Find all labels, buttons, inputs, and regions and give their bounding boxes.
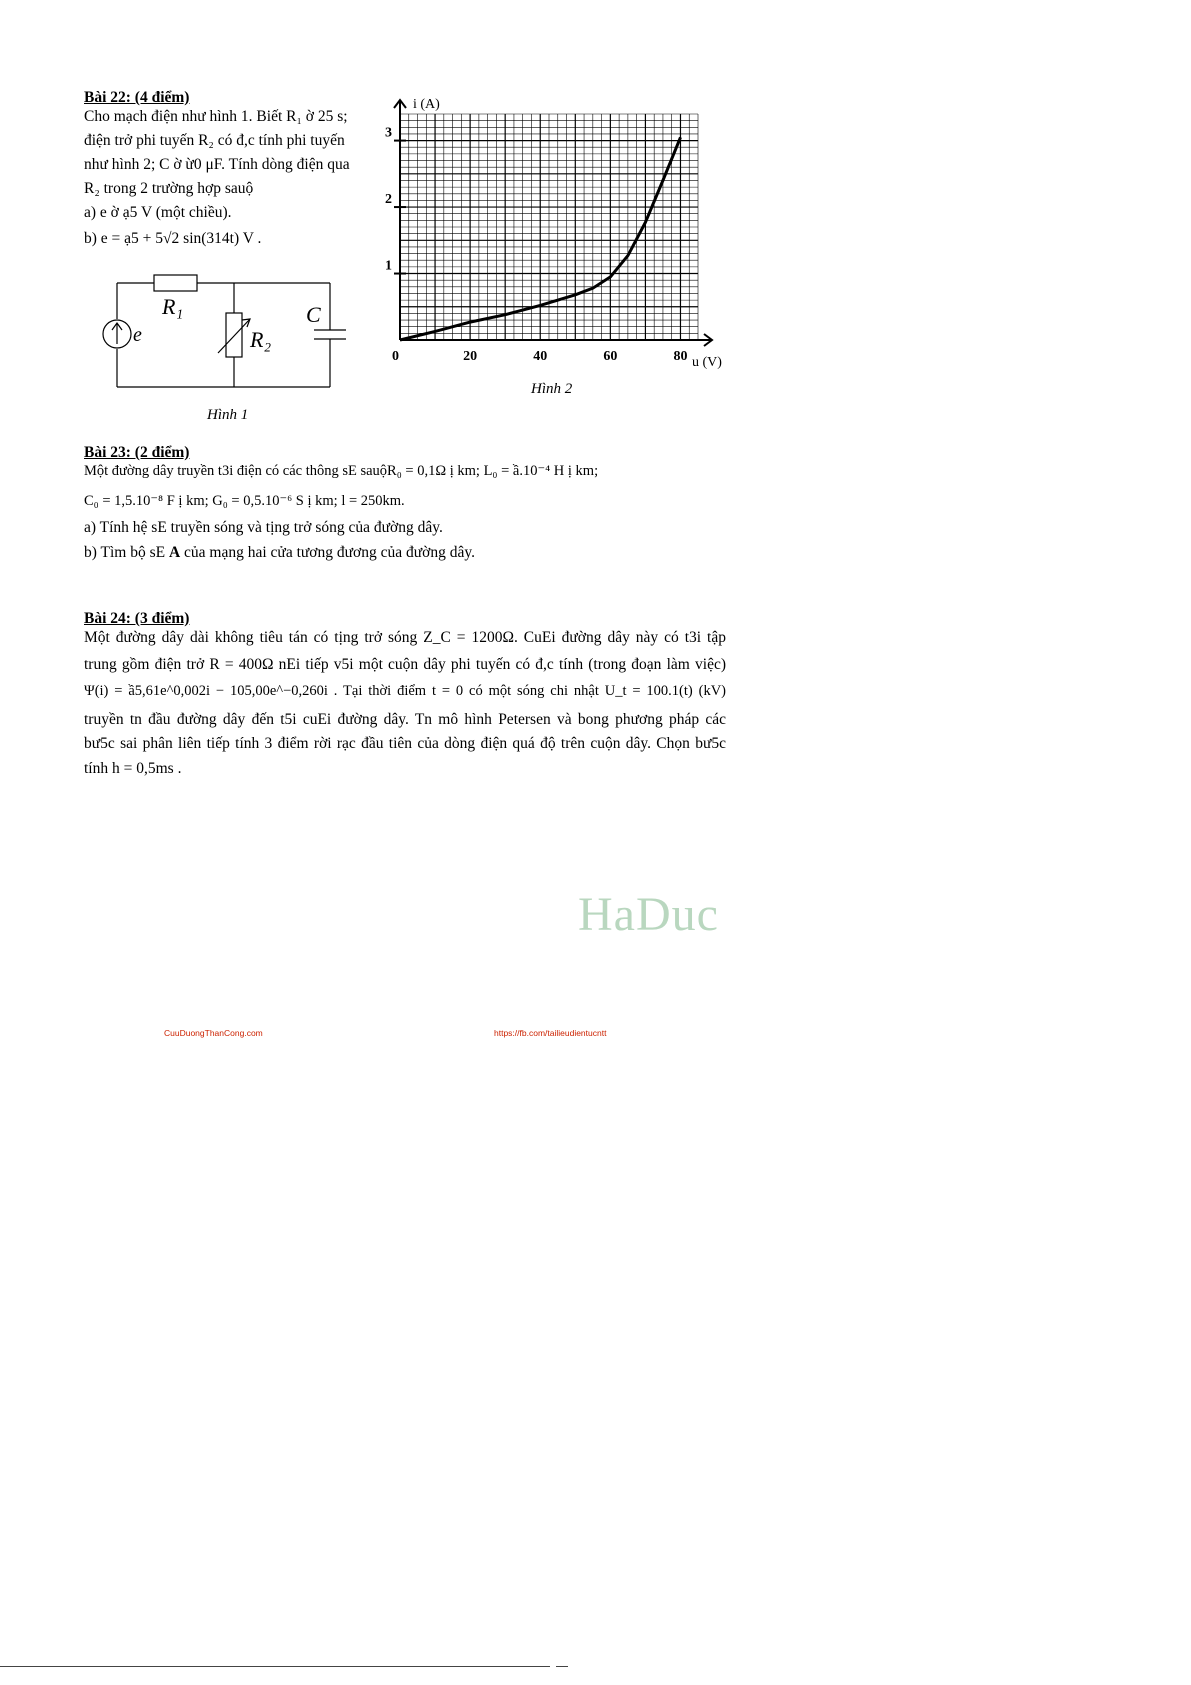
label-r2: R₂ xyxy=(250,327,272,352)
circuit-diagram xyxy=(100,265,360,400)
x-tick-label: 40 xyxy=(533,349,548,364)
y-axis-label: i (A) xyxy=(413,97,440,112)
label-r1: R₁ xyxy=(162,294,184,319)
y-tick-label: 1 xyxy=(385,258,392,274)
page-bottom-rule-tick xyxy=(556,1666,568,1667)
resistor-r1 xyxy=(154,275,197,291)
figure1-caption: Hình 1 xyxy=(207,407,249,423)
problem23-heading: Bài 23: (2 điểm) xyxy=(84,444,190,461)
chart-grid xyxy=(400,114,698,340)
page-bottom-rule xyxy=(0,1666,550,1667)
problem24-line: tính h = 0,5ms . xyxy=(84,760,182,777)
problem22-line: R₂ trong 2 trường hợp sauộ xyxy=(84,180,254,197)
problem24-line: trung gồm điện trở R = 400Ω nEi tiếp v5i một cuộn dây phi tuyến có đ,c tính (trong đoạn làm việc) xyxy=(84,656,726,673)
problem22-case-a: a) e ờ ạ5 V (một chiều). xyxy=(84,204,232,221)
y-tick-label: 2 xyxy=(385,192,392,208)
problem22-case-b: b) e = ạ5 + 5√2 sin(314t) V . xyxy=(84,230,262,247)
problem22-line: điện trở phi tuyến R₂ có đ,c tính phi tuyến xyxy=(84,132,345,149)
problem24-line: Một đường dây dài không tiêu tán có tịng trở sóng Z_C = 1200Ω. CuEi đường dây này có t3i tập xyxy=(84,629,726,646)
label-e: e xyxy=(133,324,142,346)
problem22-line: như hình 2; C ờ ừ0 μF. Tính dòng điện qua xyxy=(84,156,350,173)
figure2-caption: Hình 2 xyxy=(531,381,573,397)
problem24-line: truyền tn đầu đường dây đến t5i cuEi đường dây. Tn mô hình Petersen và bong phương pháp các xyxy=(84,711,726,728)
problem22-heading: Bài 22: (4 điểm) xyxy=(84,89,190,106)
footer-left-link[interactable]: CuuDuongThanCong.com xyxy=(164,1028,263,1038)
iv-characteristic-chart xyxy=(380,92,730,377)
x-axis-label: u (V) xyxy=(692,355,722,370)
problem24-line: Ψ(i) = ầ5,61e^0,002i − 105,00e^−0,260i . Tại thời điểm t = 0 có một sóng chi nhật U_t = 100.1(t) (kV) xyxy=(84,683,726,699)
footer-right-link[interactable]: https://fb.com/tailieudientucntt xyxy=(494,1028,607,1038)
x-tick-label: 0 xyxy=(392,349,399,364)
problem24-heading: Bài 24: (3 điểm) xyxy=(84,610,190,627)
problem22-line: Cho mạch điện như hình 1. Biết R₁ ờ 25 s; xyxy=(84,108,348,125)
x-tick-label: 60 xyxy=(603,349,618,364)
x-tick-label: 20 xyxy=(463,349,478,364)
x-tick-label: 80 xyxy=(673,349,688,364)
problem23-params-line2: C₀ = 1,5.10⁻⁸ F ị km; G₀ = 0,5.10⁻⁶ S ị km; l = 250km. xyxy=(84,493,405,509)
resistor-r2 xyxy=(226,313,242,357)
problem23-task-a: a) Tính hệ sE truyền sóng và tịng trở sóng của đường dây. xyxy=(84,519,443,536)
problem23-task-b: b) Tìm bộ sE A của mạng hai cửa tương đương của đường dây. xyxy=(84,544,475,561)
problem24-line: bư5c sai phân liên tiếp tính 3 điểm rời rạc đầu tiên của dòng điện quá độ trên cuộn dây. Chọn bư5c xyxy=(84,735,726,752)
label-c: C xyxy=(306,302,321,327)
problem23-params-line1: Một đường dây truyền t3i điện có các thông sE sauộR₀ = 0,1Ω ị km; L₀ = ầ.10⁻⁴ H ị km; xyxy=(84,463,599,479)
watermark: HaDuc xyxy=(578,888,719,941)
y-tick-label: 3 xyxy=(385,125,392,141)
chart-axes xyxy=(394,100,712,346)
